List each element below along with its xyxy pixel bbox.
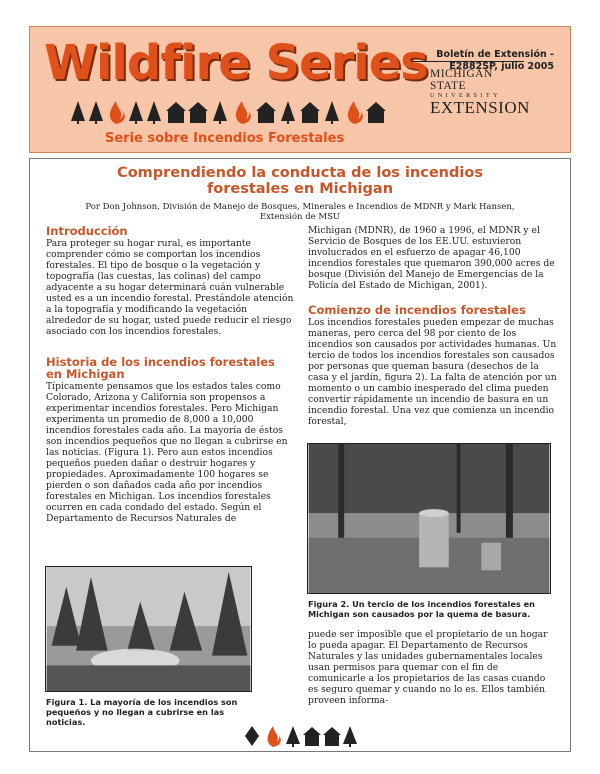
footer-icon-strip [243,724,358,748]
figure-1-photo [45,566,252,692]
tree-icon [325,101,339,124]
series-title: Wildfire Series [44,35,428,91]
mdnr-paragraph: Michigan (MDNR), de 1960 a 1996, el MDNR y el Servicio de Bosques de los EE.UU. estuvieron involucrados en el esfuerzo de apagar 46,100 incendios forestales que quemaron 390,000 acres de bosque (División del Manejo de Emergencias de la Policía del Estado de Michigan, 2001). [308,225,555,291]
house-icon [300,102,320,123]
msu-divider [412,61,524,62]
bulletin-number: Boletín de Extensión - [436,49,554,60]
house-icon [323,727,341,746]
tree-icon [281,101,295,124]
leaf-icon [245,726,259,746]
house-icon [256,102,276,123]
article-title [40,165,560,197]
tree-icon [71,101,85,124]
tree-icon [286,726,300,747]
history-paragraph: Típicamente pensamos que los estados tales como Colorado, Arizona y California son propensos a experimentar incendios forestales. Pero Michigan experimenta un promedio de 8,000 a 10,000 incendios forestales cada año. La mayoría de éstos son incendios pequeños que no llegan a cubrirse en las noticias. (Figura 1). Pero aun estos incendios pequeños pueden dañar o destruir hogares y propiedades. Aproximadamente 100 hogares se pierden o son dañados cada año por incendios forestales en Michigan. Los incendios forestales ocurren en cada condado del estado. Según el Departamento de Recursos Naturales de [46,381,288,524]
burn-permit-paragraph: puede ser imposible que el propietario de un hogar lo pueda apagar. El Departamento de Recursos Naturales y las unidades gubernamentales locales usan permisos para quemar con el fin de comunicarle a los propietarios de las casas cuando es seguro quemar y cuando no lo es. Ellos también proveen informa- [308,629,548,706]
house-icon [188,102,208,123]
article-title-line1: Comprendiendo la conducta de los incendios [117,165,483,181]
icon-strip [70,99,390,125]
msu-extension-logo [430,68,530,118]
right-column-continued [308,629,558,706]
right-column [308,225,558,427]
left-column [46,225,294,524]
flame-icon [268,726,281,747]
figure-2-photo [307,443,551,594]
tree-icon [343,726,357,747]
series-subtitle: Serie sobre Incendios Forestales [105,131,345,146]
bulletin-date: E2882SP, julio 2005 [449,61,554,72]
figure-2-caption: Figura 2. Un tercio de los incendios forestales en Michigan son causados por la quema de basura. [308,599,535,619]
intro-paragraph: Para proteger su hogar rural, es importante comprender cómo se comportan los incendios forestales. El tipo de bosque o la vegetación y topografía (las cuestas, las colinas) del campo adyacente a su hogar determinará cuán vulnerable usted es a un incendio forestal. Prestándole atención a la topografía y modificando la vegetación alrededor de su hogar, usted puede reducir el riesgo asociado con los incendios forestales. [46,238,294,337]
start-paragraph: Los incendios forestales pueden empezar de muchas maneras, pero cerca del 98 por ciento de los incendios son causados por actividades humanas. Un tercio de todos los incendios forestales son causados por personas que queman basura (desechos de la casa y el jardín, figura 2). La falta de atención por un momento o un cambio inesperado del clima pueden convertir rápidamente un incendio de basura en un incendio forestal. Una vez que comienza un incendio forestal, [308,317,557,427]
article-title-line2: forestales en Michigan [206,181,394,197]
figure-1-caption: Figura 1. La mayoría de los incendios son pequeños y no llegan a cubrirse en las noticias. [46,697,238,727]
house-icon [303,727,321,746]
tree-icon [89,101,103,124]
intro-heading: Introducción [46,224,128,238]
start-heading: Comienzo de incendios forestales [308,303,526,317]
msu-logo-line2: UNIVERSITY [430,93,501,99]
tree-icon [129,101,143,124]
house-icon [366,102,386,123]
flame-icon [236,101,251,124]
tree-icon [213,101,227,124]
msu-logo-line3: EXTENSION [430,98,530,117]
flame-icon [110,101,125,124]
flame-icon [348,101,363,124]
tree-icon [147,101,161,124]
history-heading: Historia de los incendios forestales en Michigan [46,355,275,381]
house-icon [166,102,186,123]
msu-logo-line1: MICHIGAN STATE [430,68,493,92]
article-byline: Por Don Johnson, División de Manejo de Bosques, Minerales e Incendios de MDNR y Mark Hansen, Extensión de MSU [85,202,515,222]
